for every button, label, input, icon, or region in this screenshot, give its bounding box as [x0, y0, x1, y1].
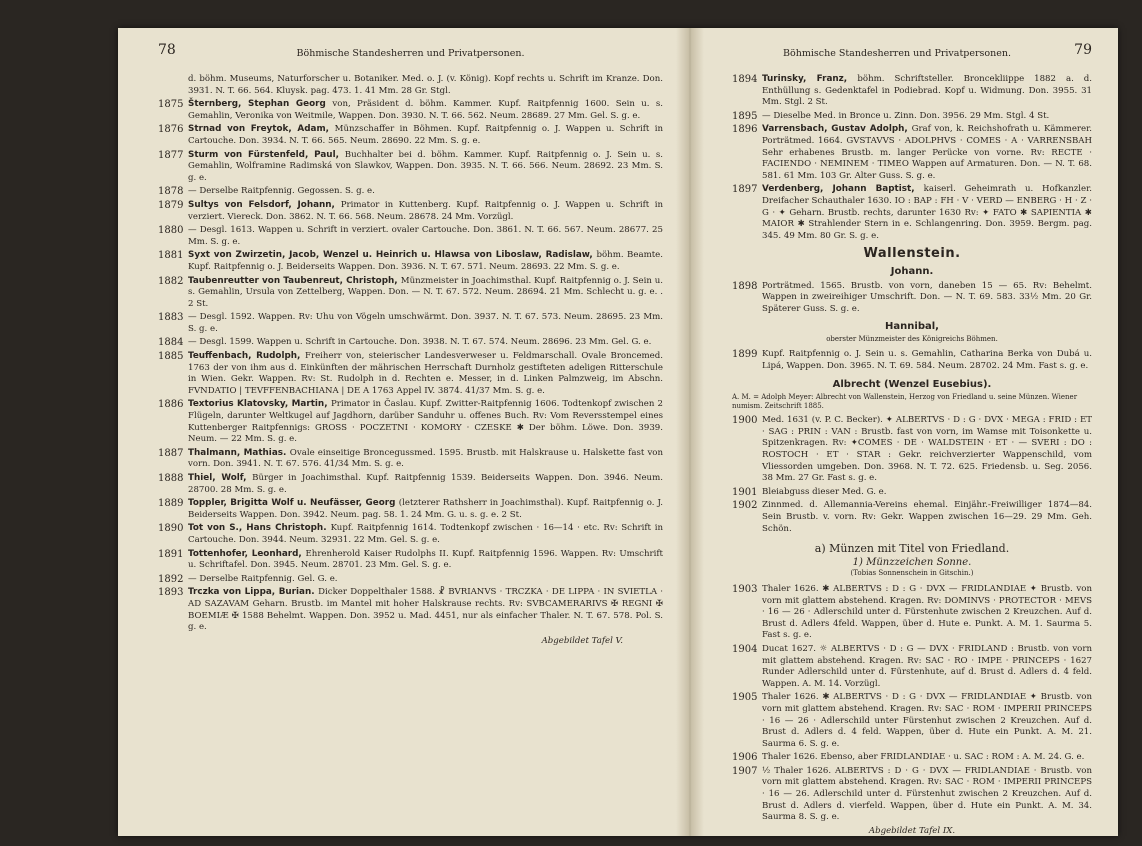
catalog-entry	[732, 500, 1092, 535]
entry-description: — Dieselbe Med. in Bronce u. Zinn. Don. 3956. 29 Mm. Stgl. 4 St.	[762, 110, 1050, 121]
right-running-title: Böhmische Standesherren und Privatpersonen.	[783, 48, 1011, 59]
entry-number: 1879	[158, 199, 184, 211]
entry-number: 1883	[158, 312, 184, 324]
catalog-entry	[158, 225, 663, 248]
heading-hannibal: Hannibal,	[885, 321, 939, 333]
heading-wallenstein: Wallenstein.	[863, 246, 961, 262]
catalog-entry	[158, 498, 663, 521]
right-entry-list-c	[732, 584, 1092, 824]
albrecht-reference-note: A. M. = Adolph Meyer: Albrecht von Wallenstein, Herzog von Friedland u. seine Münzen. Wiener numism. Zeitschrift 1885.	[732, 393, 1078, 411]
entry-description: Zinnmed. d. Allemannia-Vereins ehemal. Einjähr.-Freiwilliger 1874—84. Sein Brustb. v. vorn. Rv: Gekr. Wappen zwischen 16—29. 29 Mm. Geh. Schön.	[762, 500, 1092, 534]
catalog-entry	[732, 766, 1092, 824]
catalog-entry	[158, 312, 663, 335]
entry-number: 1901	[732, 486, 758, 498]
entry-description: Graf von, k. Reichshofrath u. Kämmerer. Porträtmed. 1664. GVSTAVVS · ADOLPHVS · COMES · A · VARRENSBAH Sehr erhabenes Brustb. m. langer Perücke von vorne. Rv: RECTE · FACIENDO · NEMINEM · TIMEO Wappen auf Armaturen. Don. — N. T. 68. 581. 61 Mm. 103 Gr. Alter Guss. S. g. e.	[762, 124, 1092, 181]
entry-number: 1891	[158, 548, 184, 560]
catalog-entry	[158, 276, 663, 311]
left-running-head	[158, 44, 663, 62]
entry-number: 1894	[732, 74, 758, 85]
entry-number: 1896	[732, 124, 758, 136]
plate-reference: Abgebildet Tafel IX.	[868, 825, 956, 836]
plate-reference: Abgebildet Tafel V.	[541, 635, 623, 646]
entry-name: Tot von S., Hans Christoph.	[188, 523, 331, 534]
catalog-entry	[158, 574, 663, 586]
entry-number: 1890	[158, 523, 184, 535]
continued-entry	[158, 74, 663, 97]
catalog-entry	[158, 587, 663, 633]
entry-description: — Desgl. 1599. Wappen u. Schrift in Cartouche. Don. 3938. N. T. 67. 574. Neum. 28696. 23 Mm. Gel. G. e.	[188, 337, 652, 348]
open-book	[118, 28, 1118, 836]
catalog-entry	[158, 186, 663, 198]
catalog-entry	[158, 351, 663, 397]
catalog-entry	[158, 399, 663, 445]
entry-number: 1877	[158, 149, 184, 161]
entry-1898-container	[732, 281, 1092, 316]
entry-description: Primator in Časlau. Kupf. Zwitter-Raitpfennig 1606. Todtenkopf zwischen 2 Flügeln, darunter Weltkugel auf Jagdhorn, darüber Sanduhr u. offenes Buch. Rv: Vom Reversstempel eines Kuttenberger Raitpfennigs: GROSS · POCZETNI · KOMORY · CZESKE ✱ Der böhm. Löwe. Don. 3939. Neum. — 22 Mm. S. g. e.	[188, 399, 663, 445]
entry-number: 1898	[732, 280, 758, 292]
entry-number: 1886	[158, 399, 184, 411]
entry-description: Kupf. Raitpfennig 1614. Todtenkopf zwischen · 16—14 · etc. Rv: Schrift in Cartouche. Don. 3944. Neum. 32931. 22 Mm. Gel. S. g. e.	[188, 523, 663, 545]
entry-number: 1884	[158, 337, 184, 349]
entry-description: Thaler 1626. ✱ ALBERTVS : D : G · DVX — FRIDLANDIAE ✦ Brustb. von vorn mit glattem abstehend. Kragen. Rv: DOMINVS · PROTECTOR · MEVS · 16 — 26 · Adlerschild unter d. Fürstenhute zwischen 2 Kreuzchen. Auf d. Brust d. Adlers 4feld. Wappen, über d. Hute e. Punkt. A. M. 1. Saurma 5. Fast s. g. e.	[762, 583, 1092, 641]
entry-description: — Derselbe Raitpfennig. Gel. G. e.	[188, 573, 338, 584]
entry-number: 1887	[158, 447, 184, 459]
entry-number: 1892	[158, 573, 184, 585]
entry-name: Trczka von Lippa, Burian.	[188, 587, 319, 598]
left-running-title: Böhmische Standesherren und Privatpersonen.	[296, 48, 525, 59]
entry-description: Münzmeister in Joachimsthal. Kupf. Raitpfennig o. J. Sein u. s. Gemahlin, Ursula von Zettelberg, Wappen. Don. — N. T. 67. 572. Neum. 28694. 21 Mm. Schlecht u. g. e. . 2 St.	[188, 275, 663, 309]
entry-description: Buchhalter bei d. böhm. Kammer. Kupf. Raitpfennig o. J. Sein u. s. Gemahlin, Wolframine Radimská von Slawkov, Wappen. Don. 3935. N. T. 66. 566. Neum. 28692. 23 Mm. S. g. e.	[188, 149, 664, 183]
catalog-entry	[158, 150, 663, 185]
entry-description: (letzterer Rathsherr in Joachimsthal). Kupf. Raitpfennig o. J. Beiderseits Wappen. Don. 3942. Neum. pag. 58. 1. 24 Mm. G. u. s. g. e. 2 St.	[188, 498, 664, 520]
entry-name: Textorius Klatovsky, Martin,	[188, 399, 331, 410]
left-page	[158, 28, 663, 836]
section-heading: a) Münzen mit Titel von Friedland.	[814, 542, 1010, 556]
entry-name: Šternberg, Stephan Georg	[188, 99, 333, 110]
entry-name: Thiel, Wolf,	[188, 473, 253, 483]
entry-name: Turinsky, Franz,	[762, 74, 858, 84]
entry-name: Syxt von Zwirzetin, Jacob, Wenzel u. Heinrich u. Hlawsa von Liboslaw, Radislaw,	[188, 250, 597, 261]
catalog-entry	[158, 99, 663, 122]
left-page-content	[158, 74, 663, 647]
entry-description: Freiherr von, steierischer Landesverweser u. Feldmarschall. Ovale Broncemed. 1763 der von ihm aus d. Einkünften der mährischen Herrschaft Durnholz gestifteten adeligen Ritterschule in Wien. Gekr. Wappen. Rv: St. Rudolph in d. Rechten e. Messer, in d. Linken Palmzweig, im Abschn. FVNDATIO | TEVFFENBACHIANA | DE A 1763 Appel IV. 3874. 41/37 Mm. S. g. e.	[188, 351, 664, 396]
catalog-entry	[732, 111, 1092, 123]
catalog-entry	[732, 584, 1092, 642]
entry-name: Varrensbach, Gustav Adolph,	[762, 124, 912, 135]
entry-name: Tottenhofer, Leonhard,	[188, 548, 306, 559]
catalog-entry	[732, 692, 1092, 750]
catalog-entry	[732, 752, 1092, 764]
catalog-entry	[158, 473, 663, 496]
catalog-entry	[158, 250, 663, 273]
entry-number: 1893	[158, 587, 184, 599]
entry-description: Bleiabguss dieser Med. G. e.	[762, 486, 887, 497]
entry-number: 1880	[158, 225, 184, 237]
entry-name: Toppler, Brigitta Wolf u. Neufässer, Georg	[188, 498, 399, 509]
continued-entry-text: d. böhm. Museums, Naturforscher u. Botaniker. Med. o. J. (v. König). Kopf rechts u. Schrift im Kranze. Don. 3931. N. T. 66. 564. Kluysk. pag. 473. 1. 41 Mm. 28 Gr. Stgl.	[188, 74, 663, 96]
entry-description: böhm. Beamte. Kupf. Raitpfennig o. J. Beiderseits Wappen. Don. 3936. N. T. 67. 571. Neum. 28693. 22 Mm. S. g. e.	[188, 250, 663, 272]
catalog-entry	[158, 200, 663, 223]
entry-1899-container	[732, 349, 1092, 372]
entry-number: 1899	[732, 349, 758, 361]
entry-description: Dicker Doppelthaler 1588. ☧ BVRIANVS · TRCZKA · DE LIPPA · IN SVIETLA · AD SAZAVAM Geharn. Brustb. im Mantel mit hoher Halskrause rechts. Rv: SVBCAMERARIVS ✠ REGNI ✠ BOEMIÆ ✠ 1588 Behelmt. Wappen. Don. 3952 u. Mad. 4451, nur als einfacher Thaler. N. T. 67. 578. Pol. S. g. e.	[188, 587, 663, 633]
entry-description: ½ Thaler 1626. ALBERTVS : D · G · DVX — FRIDLANDIAE · Brustb. von vorn mit glattem abstehend. Kragen. Rv: SAC · ROM · IMPERII PRINCEPS · 16 — 26. Adlerschild unter d. Fürstenhut zwischen 2 Kreuzchen. Auf d. Brust d. Adlers d. vierfeld. Wappen, über d. Hute ein Punkt. A. M. 34. Saurma 8. S. g. e.	[762, 765, 1092, 823]
entry-name: Taubenreutter von Taubenreut, Christoph,	[188, 275, 401, 286]
left-entry-list	[158, 99, 663, 634]
entry-number: 1906	[732, 752, 758, 764]
subsection-note: (Tobias Sonnenschein in Gitschin.)	[850, 569, 974, 578]
entry-description: — Desgl. 1592. Wappen. Rv: Uhu von Vögeln umschwärmt. Don. 3937. N. T. 67. 573. Neum. 28695. 23 Mm. S. g. e.	[188, 312, 663, 334]
catalog-entry	[732, 349, 1092, 372]
catalog-entry	[158, 523, 663, 546]
catalog-entry	[732, 281, 1092, 316]
right-page-number: 79	[1074, 42, 1092, 58]
catalog-entry	[158, 448, 663, 471]
entry-number: 1875	[158, 99, 184, 111]
entry-description: böhm. Schriftsteller. Broncekliippe 1882 a. d. Enthüllung s. Gedenktafel in Podiebrad. Kopf u. Widmung. Don. 3955. 31 Mm. Stgl. 2 St.	[762, 74, 1092, 108]
entry-description: Ehrenherold Kaiser Rudolphs II. Kupf. Raitpfennig 1596. Wappen. Rv: Umschrift u. Schriftafel. Don. 3945. Neum. 28701. 23 Mm. Gel. S. g. e.	[188, 548, 664, 571]
entry-number: 1904	[732, 643, 758, 655]
entry-description: Ovale einseitige Broncegussmed. 1595. Brustb. mit Halskrause u. Halskette fast von vorn. Don. 3941. N. T. 67. 576. 41/34 Mm. S. g. e.	[188, 447, 664, 470]
entry-number: 1889	[158, 498, 184, 510]
heading-johann: Johann.	[890, 265, 934, 277]
entry-description: Ducat 1627. ☼ ALBERTVS · D : G — DVX · FRIDLAND : Brustb. von vorn mit glattem abstehend. Kragen. Rv: SAC · RO · IMPE · PRINCEPS · 1627 Runder Adlerschild unter d. Fürstenhute, auf d. Brust d. Adlers d. 4 feld. Wappen. A. M. 14. Vorzügl.	[762, 643, 1092, 689]
entry-description: kaiserl. Geheimrath u. Hofkanzler. Dreifacher Schauthaler 1630. IO : BAP : FH · V · VERD — ENBERG · H · Z · G · ✦ Geharn. Brustb. rechts, darunter 1630 Rv: ✦ FATO ✱ SAPIENTIA ✱ MAIOR ✱ Strahlender Stern in e. Schlangenring. Don. 3959. Bergm. pag. 345. 49 Mm. 80 Gr. S. g. e.	[762, 184, 1092, 241]
entry-description: — Desgl. 1613. Wappen u. Schrift in verziert. ovaler Cartouche. Don. 3861. N. T. 66. 567. Neum. 28677. 25 Mm. S. g. e.	[188, 225, 663, 247]
entry-number: 1900	[732, 415, 758, 427]
entry-number: 1881	[158, 250, 184, 262]
entry-description: Bürger in Joachimsthal. Kupf. Raitpfennig 1539. Beiderseits Wappen. Don. 3946. Neum. 28700. 28 Mm. S. g. e.	[188, 473, 663, 495]
entry-description: Thaler 1626. ✱ ALBERTVS · D : G · DVX — FRIDLANDIAE ✦ Brustb. von vorn mit glattem abstehend. Kragen. Rv: SAC · ROM · IMPERII PRINCEPS · 16 — 26 · Adlerschild unter Fürstenhut zwischen 2 Kreuzchen. Auf d. Brust d. Adlers d. 4 feld. Wappen, über d. Hute ein Punkt. A. M. 21. Saurma 6. S. g. e.	[762, 692, 1092, 749]
right-page	[732, 28, 1092, 836]
entry-description: Primator in Kuttenberg. Kupf. Raitpfennig o. J. Wappen u. Schrift in verziert. Viereck. Don. 3862. N. T. 66. 568. Neum. 28678. 24 Mm. Vorzügl.	[188, 199, 663, 222]
catalog-entry	[158, 337, 663, 349]
catalog-entry	[732, 124, 1092, 182]
entry-number: 1905	[732, 692, 758, 704]
catalog-entry	[732, 184, 1092, 242]
book-gutter	[676, 28, 704, 836]
entry-number: 1876	[158, 124, 184, 136]
entry-description: Kupf. Raitpfennig o. J. Sein u. s. Gemahlin, Catharina Berka von Dubá u. Lipá, Wappen. Don. 3965. N. T. 69. 584. Neum. 28702. 24 Mm. Fast s. g. e.	[762, 349, 1092, 372]
entry-number: 1882	[158, 275, 184, 287]
entry-name: Strnad von Freytok, Adam,	[188, 124, 335, 135]
catalog-entry	[158, 549, 663, 572]
entry-number: 1895	[732, 110, 758, 122]
hannibal-subtitle: oberster Münzmeister des Königreichs Böhmen.	[826, 334, 998, 343]
catalog-entry	[732, 487, 1092, 499]
entry-description: Med. 1631 (v. P. C. Becker). ✦ ALBERTVS · D : G · DVX · MEGA : FRID : ET · SAG : PRIN : VAN : Brustb. fast von vorn, im Wamse mit Toisonkette u. Spitzenkragen. Rv: ✦COMES · DE · WALDSTEIN · ET · — SVERI : DO : ROSTOCH · ET · STAR : Gekr. reichverzierter Wappenschild, vom Vliessorden umgeben. Don. 3968. N. T. 72. 625. Friedensb. u. Seg. 2056. 38 Mm. 27 Gr. Fast s. g. e.	[762, 415, 1092, 484]
entry-description: von, Präsident d. böhm. Kammer. Kupf. Raitpfennig 1600. Sein u. s. Gemahlin, Veronika von Weitmile, Wappen. Don. 3930. N. T. 66. 562. Neum. 28689. 27 Mm. Gel. S. g. e.	[188, 99, 663, 121]
entry-name: Sturm von Fürstenfeld, Paul,	[188, 149, 345, 160]
entry-number: 1878	[158, 186, 184, 198]
entry-number: 1902	[732, 500, 758, 512]
right-entry-list-a	[732, 74, 1092, 242]
entry-name: Teuffenbach, Rudolph,	[188, 351, 305, 362]
entry-description: — Derselbe Raitpfennig. Gegossen. S. g. e.	[188, 186, 375, 197]
entry-description: Porträtmed. 1565. Brustb. von vorn, daneben 15 — 65. Rv: Behelmt. Wappen in zweireihiger Umschrift. Don. — N. T. 69. 583. 33½ Mm. 20 Gr. Späterer Guss. S. g. e.	[762, 280, 1092, 314]
entry-description: Thaler 1626. Ebenso, aber FRIDLANDIAE · u. SAC : ROM : A. M. 24. G. e.	[762, 752, 1085, 763]
entry-name: Sultys von Felsdorf, Johann,	[188, 199, 341, 210]
entry-number: 1897	[732, 184, 758, 196]
entry-number: 1907	[732, 765, 758, 777]
catalog-entry	[732, 74, 1092, 109]
subsection-heading: 1) Münzzeichen Sonne.	[852, 556, 972, 568]
left-page-number: 78	[158, 42, 176, 58]
entry-number: 1903	[732, 583, 758, 595]
entry-name: Verdenberg, Johann Baptist,	[762, 184, 924, 195]
right-running-head	[732, 42, 1092, 62]
heading-albrecht: Albrecht (Wenzel Eusebius).	[832, 378, 992, 390]
catalog-entry	[158, 124, 663, 147]
entry-number: 1888	[158, 473, 184, 484]
catalog-entry	[732, 415, 1092, 485]
catalog-entry	[732, 644, 1092, 690]
entry-number: 1885	[158, 351, 184, 363]
right-page-content	[732, 74, 1092, 837]
right-entry-list-b	[732, 415, 1092, 535]
entry-name: Thalmann, Mathias.	[188, 447, 290, 458]
entry-description: Münzschaffer in Böhmen. Kupf. Raitpfennig o. J. Wappen u. Schrift in Cartouche. Don. 3934. N. T. 66. 565. Neum. 28690. 22 Mm. S. g. e.	[188, 124, 663, 146]
